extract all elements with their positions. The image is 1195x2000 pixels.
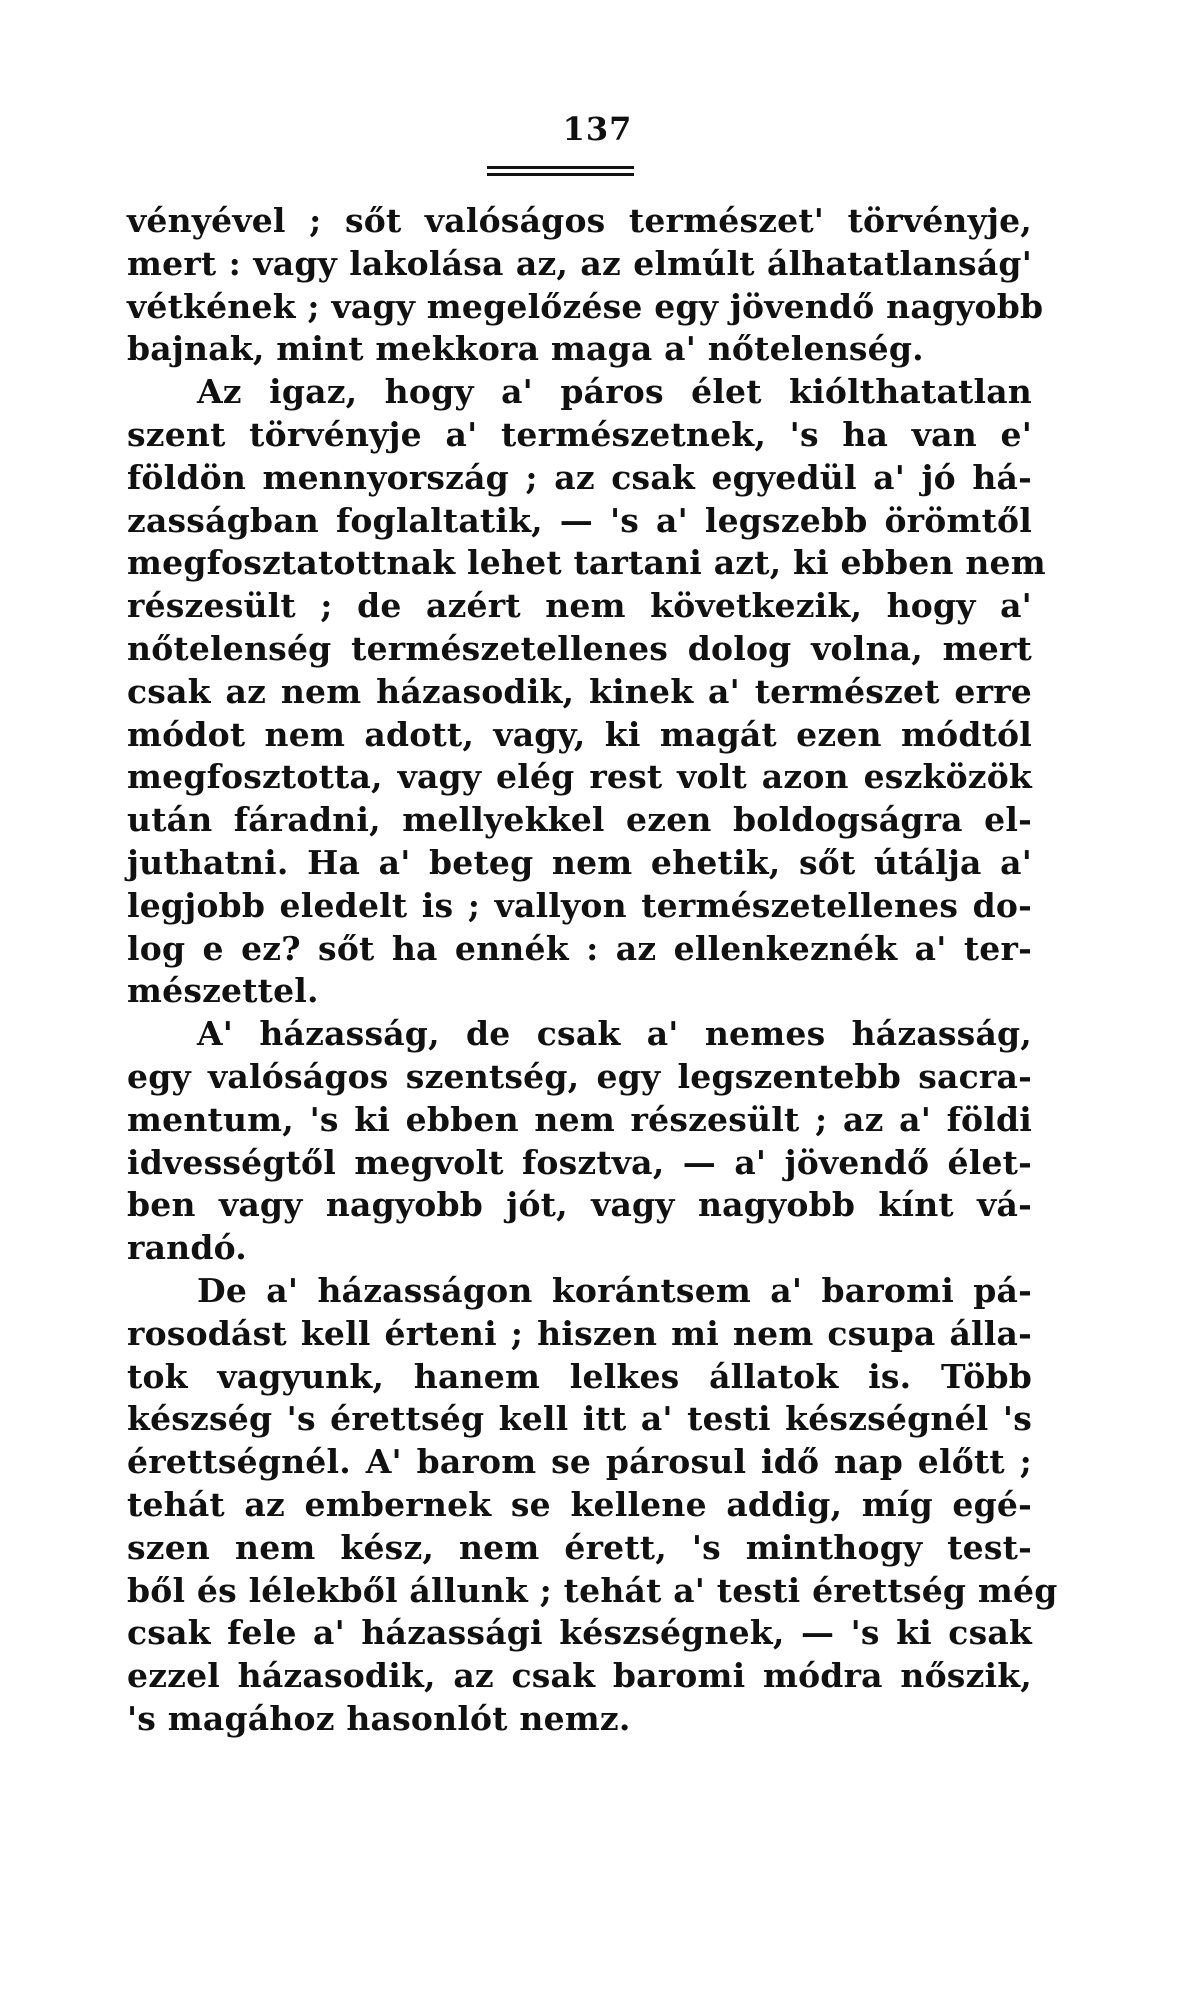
- page-text: [127, 200, 1058, 1741]
- text-line: vétkének ; vagy megelőzése egy jövendő nagyobb: [127, 286, 1044, 326]
- page-number: 137: [562, 110, 633, 148]
- text-line: A' házasság, de csak a' nemes házasság,: [197, 1014, 1032, 1054]
- text-line: megfosztotta, vagy elég rest volt azon eszközök: [127, 757, 1032, 797]
- text-line: érettségnél. A' barom se párosul idő nap előtt ;: [127, 1442, 1032, 1482]
- text-line: legjobb eledelt is ; vallyon természetellenes do-: [127, 885, 1032, 925]
- text-line: csak fele a' házassági készségnek, — 's ki csak: [127, 1613, 1032, 1653]
- text-line: mert : vagy lakolása az, az elmúlt álhatatlanság': [127, 243, 1032, 283]
- text-line: mészettel.: [127, 971, 319, 1011]
- text-line: földön mennyország ; az csak egyedül a' jó há-: [127, 457, 1032, 497]
- text-line: tehát az embernek se kellene addig, míg egé-: [127, 1484, 1032, 1524]
- text-line: randó.: [127, 1228, 247, 1268]
- text-line: megfosztatottnak lehet tartani azt, ki ebben nem: [127, 543, 1046, 583]
- text-line: részesült ; de azért nem következik, hogy a': [127, 586, 1032, 626]
- text-line: módot nem adott, vagy, ki magát ezen módtól: [127, 714, 1032, 754]
- text-line: ben vagy nagyobb jót, vagy nagyobb kínt vá-: [127, 1185, 1032, 1225]
- text-line: 's magához hasonlót nemz.: [127, 1698, 631, 1738]
- header-rule-top: [487, 166, 634, 169]
- text-line: idvességtől megvolt fosztva, — a' jövendő élet-: [127, 1142, 1032, 1182]
- text-line: egy valóságos szentség, egy legszentebb sacra-: [127, 1056, 1032, 1096]
- text-line: mentum, 's ki ebben nem részesült ; az a' földi: [127, 1099, 1032, 1139]
- text-line: nőtelenség természetellenes dolog volna, mert: [127, 628, 1032, 668]
- text-line: bajnak, mint mekkora maga a' nőtelenség.: [127, 329, 924, 369]
- header-rule-bottom: [487, 173, 634, 176]
- text-line: csak az nem házasodik, kinek a' természet erre: [127, 671, 1032, 711]
- text-line: után fáradni, mellyekkel ezen boldogságra el-: [127, 800, 1032, 840]
- text-line: rosodást kell érteni ; hiszen mi nem csupa álla-: [127, 1313, 1032, 1353]
- text-line: szent törvényje a' természetnek, 's ha van e': [127, 414, 1032, 454]
- text-line: zasságban foglaltatik, — 's a' legszebb örömtől: [127, 500, 1032, 540]
- text-line: ezzel házasodik, az csak baromi módra nőszik,: [127, 1656, 1032, 1696]
- text-line: szen nem kész, nem érett, 's minthogy test-: [127, 1527, 1032, 1567]
- text-line: juthatni. Ha a' beteg nem ehetik, sőt útálja a': [127, 842, 1032, 882]
- text-line: Az igaz, hogy a' páros élet kiólthatatlan: [197, 372, 1032, 412]
- text-line: készség 's érettség kell itt a' testi készségnél 's: [127, 1399, 1032, 1439]
- text-line: De a' házasságon korántsem a' baromi pá-: [197, 1270, 1032, 1310]
- text-line: log e ez? sőt ha ennék : az ellenkeznék a' ter-: [127, 928, 1032, 968]
- text-line: tok vagyunk, hanem lelkes állatok is. Több: [127, 1356, 1032, 1396]
- text-line: vényével ; sőt valóságos természet' törvényje,: [127, 201, 1032, 240]
- text-line: ből és lélekből állunk ; tehát a' testi érettség még: [127, 1570, 1058, 1610]
